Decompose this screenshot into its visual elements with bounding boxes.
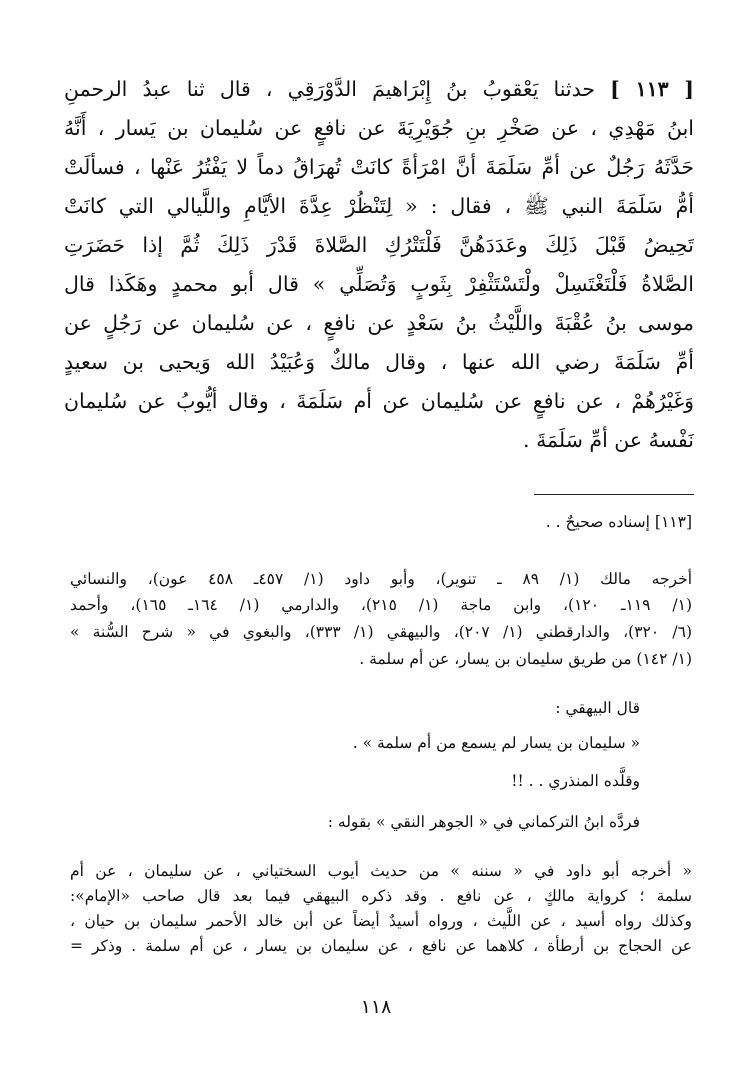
hadith-line-3: حَدَّثَهُ رَجُلٌ عن أمِّ سَلَمَةَ أنَّ امْرَأةً كانَتْ تُهرَاقُ دماً لا يَفْتُرُ عَنْها ، فسألَتْ bbox=[64, 155, 694, 179]
footnote-line: (٦/ ٣٢٠)، والدارقطني (١/ ٢٠٧)، والبيهقي (١/ ٣٣٣)، والبغوي في « شرح السُّنة » bbox=[70, 623, 693, 641]
footnote-separator bbox=[534, 494, 694, 495]
footnote-line: « سليمان بن يسار لم يسمع من أم سلمة » . bbox=[352, 734, 640, 752]
hadith-text bbox=[64, 70, 694, 460]
footnote-line: فردَّه ابنُ التركماني في « الجوهر النقي » بقوله : bbox=[327, 813, 640, 831]
footnote-line: قال البيهقي : bbox=[555, 699, 640, 717]
page-number: ١١٨ bbox=[360, 996, 392, 1018]
hadith-line-8: أمِّ سَلَمَةَ رضي الله عنها ، وقال مالكٌ وَعُبَيْدُ الله وَيحيى بن سعيدٍ bbox=[64, 350, 694, 374]
footnote-heading: [١١٣] إسناده صحيحٌ . . bbox=[545, 513, 692, 531]
hadith-line-2: ابنُ مَهْدِي ، عن صَخْرِ بنِ جُوَيْرِيَةَ عن نافعٍ عن سُليمان بن يَسار ، أَنَّهُ bbox=[64, 116, 694, 140]
hadith-line-6: الصَّلاةُ فَلْتَغْتَسِلْ ولْتَسْتَثْفِرْ بِثَوبٍ وَتُصَلِّي » قال أبو محمدٍ وهَكَذا قال bbox=[64, 272, 694, 296]
hadith-line-1: [ ١١٣ ] حدثنا يَعْقوبُ بنُ إِبْرَاهيمَ الدَّوْرَقِي ، قال ثنا عبدُ الرحمنِ bbox=[64, 77, 694, 101]
hadith-line-10: نَفْسهُ عن أمِّ سَلَمَةَ . bbox=[523, 428, 694, 452]
hadith-number: [ ١١٣ ] bbox=[610, 77, 694, 101]
footnote-line: سلمة ؛ كرواية مالكٍ ، عن نافع . وقد ذكره البيهقي فيما بعد قال صاحب «الإمام»: bbox=[70, 887, 692, 905]
footnote-line: (١/ ١٤٢) من طريق سليمان بن يسار، عن أم سلمة . bbox=[359, 650, 692, 668]
footnote-line: أخرجه مالك (١/ ٨٩ ـ تنوير)، وأبو داود (١/ ٤٥٧ـ ٤٥٨ عون)، والنسائي bbox=[70, 570, 693, 588]
footnote-line: « أخرجه أبو داود في « سننه » من حديث أيوب السختياني ، عن سليمان ، عن أم bbox=[70, 862, 692, 880]
footnote-line: وكذلك رواه أسيد ، عن اللَّيث ، ورواه أسيدٌ أيضاً عن أبن خالد الأحمر سليمان بن حيان ، bbox=[70, 912, 692, 930]
footnote-line: (١/ ١١٩ـ ١٢٠)، وابن ماجة (١/ ٢١٥)، والدارمي (١/ ١٦٤ـ ١٦٥)، وأحمد bbox=[70, 596, 693, 614]
footnote-line: وقلَّده المنذري . . !! bbox=[511, 772, 640, 790]
hadith-line-9: وَغَيْرُهُمْ ، عن نافعٍ عن سُليمان عن أم سَلَمَةَ ، وقال أيُّوبُ عن سُليمان bbox=[64, 389, 694, 413]
footnote-line: عن الحجاج بن أرطأة ، كلاهما عن نافع ، عن سليمان بن يسار ، عن أم سلمة . وذكر = bbox=[70, 937, 692, 955]
hadith-line-5: تَحِيضُ قَبْلَ ذَلِكَ وعَدَدَهُنَّ فَلْتَتْرُكِ الصَّلاةَ قَدْرَ ذَلِكَ ثُمَّ إذا حَضَرَتِ bbox=[64, 233, 694, 257]
hadith-line-7: موسى بنُ عُقْبَةَ واللَّيْثُ بنُ سَعْدٍ عن نافعٍ ، عن سُليمان عن رَجُلٍ عن bbox=[64, 311, 694, 335]
hadith-line-4: أمُّ سَلَمَةَ النبي ﷺ ، فقال : « لِتَنْظُرْ عِدَّةَ الأيَّامِ واللَّيالي التي كانَتْ bbox=[64, 194, 694, 218]
